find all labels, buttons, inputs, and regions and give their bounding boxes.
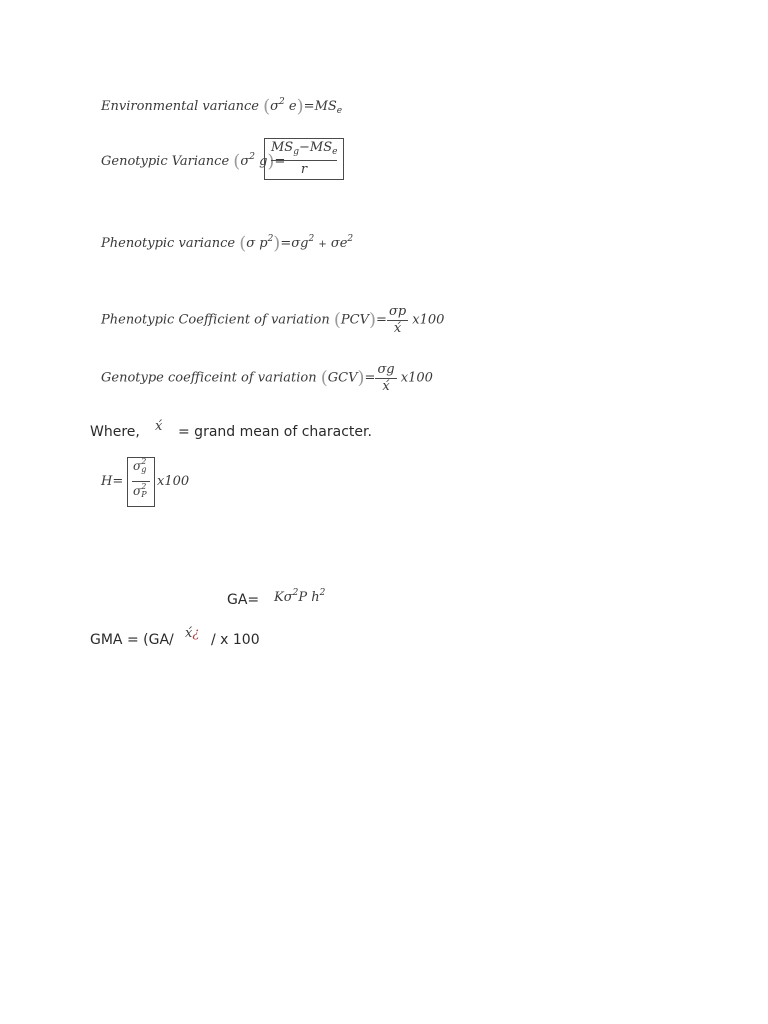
gcv-abbr: GCV [327, 370, 358, 386]
gcv-fraction [375, 362, 396, 394]
r-symbol: r [300, 162, 308, 177]
gma-mean-symbol [185, 626, 199, 641]
genotypic-variance-numerator [271, 140, 337, 157]
sigma-symbol: σ [283, 590, 293, 605]
where-prefix: Where, [90, 424, 140, 440]
ms-e-subscript: e [332, 147, 338, 157]
g-symbol: g [259, 154, 268, 169]
paren-close: ) [357, 367, 365, 389]
equation-environmental-variance [101, 96, 342, 117]
square-sup: 2 [249, 152, 255, 162]
equals-sign: = [280, 236, 292, 251]
paren-close: ) [296, 96, 304, 117]
sigma-symbol: σ [270, 99, 280, 114]
square-sup: 2 [292, 588, 299, 598]
heritability-denominator [133, 483, 147, 499]
pcv-label: Phenotypic Coefficient of variation [101, 312, 330, 328]
square-sup: 2 [267, 234, 274, 244]
where-mean-symbol: x́ [155, 419, 163, 434]
ms-g-subscript: g [293, 147, 299, 157]
gcv-label: Genotype coefficeint of variation [101, 370, 317, 386]
sigma-p-symbol: σp [388, 304, 407, 319]
pheno-var-label: Phenotypic variance [101, 236, 236, 251]
k-symbol: K [274, 590, 284, 605]
square-sup: 2 [347, 234, 354, 244]
mean-symbol: x́ [185, 626, 193, 641]
square-sup: 2 [279, 97, 285, 107]
square-sup: 2 [141, 457, 147, 466]
equals-sign: = [274, 154, 286, 169]
ga-formula [274, 588, 325, 605]
equation-genotypic-variance [101, 151, 285, 172]
sigma-e-symbol: σe [330, 236, 348, 251]
ga-label: GA= [227, 592, 260, 608]
h-symbol: h [311, 590, 320, 605]
ms-e-symbol: MS [309, 140, 333, 155]
paren-open: ( [333, 309, 341, 331]
equals-sign: = [364, 370, 376, 386]
heritability-lhs [101, 474, 123, 489]
equals-sign: = [112, 474, 124, 489]
sigma-g-symbol: σg [377, 362, 395, 377]
geno-var-label: Genotypic Variance [101, 154, 230, 169]
genotypic-variance-denominator [271, 162, 337, 177]
p-symbol: P [298, 590, 308, 605]
paren-open: ( [263, 96, 271, 117]
heritability-multiplier: x100 [157, 474, 190, 489]
times-hundred: x100 [412, 312, 445, 328]
paren-open: ( [233, 151, 241, 172]
mean-symbol: x́ [382, 379, 390, 394]
paren-open: ( [320, 367, 328, 389]
equals-sign: = [303, 99, 315, 114]
g-subscript: g [141, 465, 147, 474]
p-subscript: P [141, 490, 147, 499]
square-sup: 2 [141, 482, 147, 491]
p-symbol: p [259, 236, 268, 251]
sigma-g-symbol: σg [291, 236, 309, 251]
env-label: Environmental variance [101, 99, 259, 114]
square-sup: 2 [319, 588, 326, 598]
pcv-fraction [387, 304, 408, 336]
ms-subscript: e [336, 106, 343, 116]
sigma-symbol: σ [133, 459, 142, 473]
where-definition: = grand mean of character. [178, 424, 372, 440]
ms-symbol: MS [314, 99, 337, 114]
gma-prefix: GMA = (GA/ [90, 632, 174, 648]
gma-suffix: / x 100 [211, 632, 260, 648]
h-symbol: H [101, 474, 113, 489]
ms-g-symbol: MS [271, 140, 294, 155]
paren-close: ) [273, 233, 281, 254]
sigma-symbol: σ [240, 154, 250, 169]
minus-sign: − [298, 140, 310, 155]
fraction-bar [271, 160, 337, 161]
equation-gcv [101, 362, 433, 394]
times-hundred: x100 [400, 370, 433, 386]
plus-sign: + [318, 239, 327, 250]
mean-symbol: x́ [393, 321, 402, 336]
paren-close: ) [267, 151, 275, 172]
e-symbol: e [288, 99, 297, 114]
equation-pcv [101, 304, 444, 336]
sigma-symbol: σ [246, 236, 256, 251]
heritability-numerator [133, 458, 146, 474]
sigma-symbol: σ [133, 484, 142, 498]
pcv-abbr: PCV [340, 312, 370, 328]
paren-open: ( [239, 233, 247, 254]
paren-close: ) [369, 309, 377, 331]
equation-phenotypic-variance [101, 233, 353, 254]
broken-glyph: ¿ [192, 626, 200, 641]
square-sup: 2 [308, 234, 315, 244]
equals-sign: = [376, 312, 387, 328]
